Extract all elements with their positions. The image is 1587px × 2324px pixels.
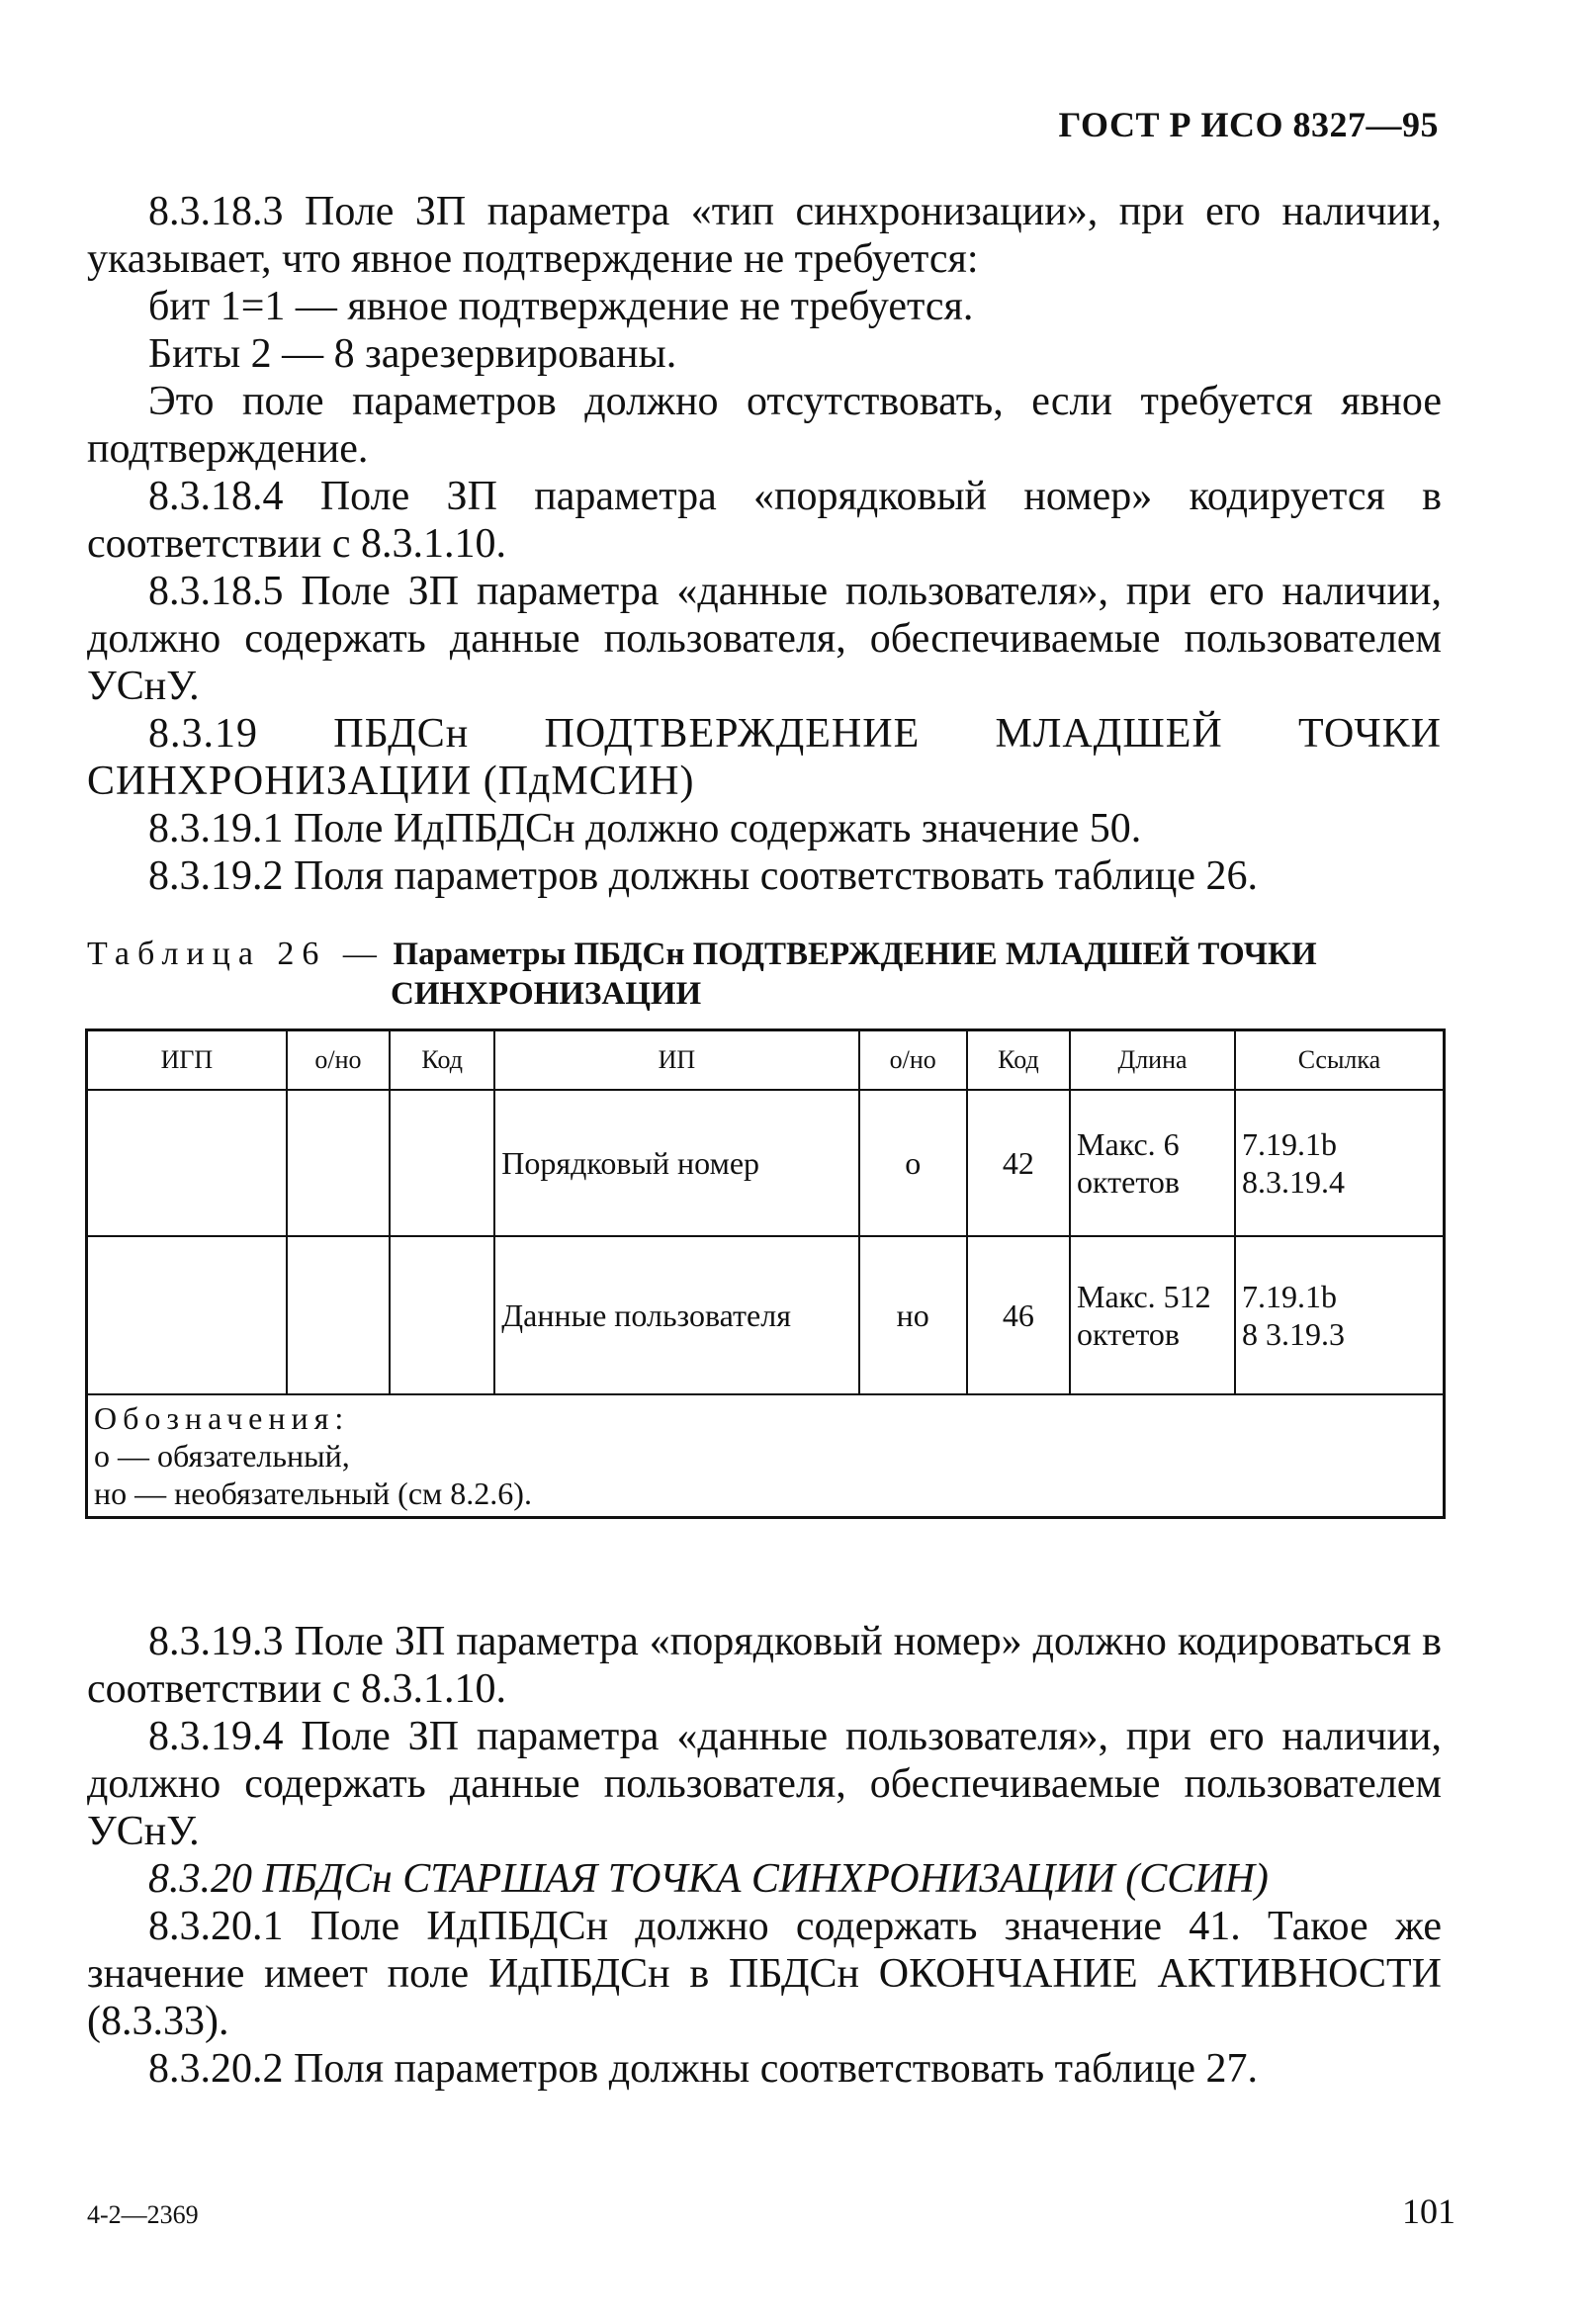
- table-caption-label: Таблица 26 —: [87, 936, 385, 972]
- header-length: Длина: [1070, 1030, 1235, 1091]
- cell-o-no: [287, 1236, 390, 1394]
- reference-line: 7.19.1b: [1241, 1279, 1337, 1314]
- paragraph: 8.3.18.3 Поле ЗП параметра «тип синхронизации», при его наличии, указывает, что явное подтверждение не требуется:: [87, 189, 1442, 282]
- parameters-table: [85, 1028, 1446, 1519]
- cell-reference: [1235, 1236, 1445, 1394]
- table-notes-row: [87, 1394, 1445, 1518]
- cell-o-no: [287, 1090, 390, 1236]
- cell-igp: [87, 1090, 287, 1236]
- cell-length: Макс. 512 октетов: [1070, 1236, 1235, 1394]
- table-caption-title: Параметры ПБДСн ПОДТВЕРЖДЕНИЕ МЛАДШЕЙ ТОЧКИ: [393, 937, 1317, 972]
- cell-o-no: о: [859, 1090, 967, 1236]
- footer-code: 4-2—2369: [87, 2200, 199, 2229]
- cell-reference: [1235, 1090, 1445, 1236]
- paragraph: 8.3.19.2 Поля параметров должны соответствовать таблице 26.: [148, 853, 1259, 899]
- table-row: [87, 1090, 1445, 1236]
- header-o-no: о/но: [287, 1030, 390, 1091]
- notes-title: Обозначения:: [94, 1400, 350, 1436]
- paragraph: Биты 2 — 8 зарезервированы.: [148, 331, 677, 377]
- paragraph: 8.3.18.5 Поле ЗП параметра «данные пользователя», при его наличии, должно содержать данные пользователя, обеспечиваемые пользователем УСнУ.: [87, 569, 1442, 709]
- reference-line: 8 3.19.3: [1241, 1316, 1345, 1352]
- section-heading: 8.3.19 ПБДСн ПОДТВЕРЖДЕНИЕ МЛАДШЕЙ ТОЧКИ СИНХРОНИЗАЦИИ (ПдМСИН): [87, 711, 1442, 804]
- paragraph: бит 1=1 — явное подтверждение не требуется.: [148, 284, 974, 329]
- header-code: Код: [967, 1030, 1070, 1091]
- note-item: но — необязательный (см 8.2.6).: [94, 1475, 532, 1511]
- paragraph: 8.3.19.3 Поле ЗП параметра «порядковый номер» должно кодироваться в соответствии с 8.3.1.10.: [87, 1619, 1442, 1712]
- header-igp: ИГП: [87, 1030, 287, 1091]
- table-notes: [87, 1394, 1445, 1518]
- table-caption-title-continued: СИНХРОНИЗАЦИИ: [391, 976, 702, 1012]
- table-header-row: [87, 1030, 1445, 1091]
- header-reference: Ссылка: [1235, 1030, 1445, 1091]
- cell-code: 46: [967, 1236, 1070, 1394]
- cell-code: [390, 1236, 494, 1394]
- paragraph: Это поле параметров должно отсутствовать, если требуется явное подтверждение.: [87, 379, 1442, 472]
- paragraph: 8.3.19.4 Поле ЗП параметра «данные пользователя», при его наличии, должно содержать данные пользователя, обеспечиваемые пользователем УСнУ.: [87, 1714, 1442, 1854]
- paragraph: 8.3.18.4 Поле ЗП параметра «порядковый номер» кодируется в соответствии с 8.3.1.10.: [87, 474, 1442, 567]
- paragraph: 8.3.20.2 Поля параметров должны соответствовать таблице 27.: [148, 2046, 1259, 2092]
- cell-igp: [87, 1236, 287, 1394]
- section-heading: 8.3.20 ПБДСн СТАРШАЯ ТОЧКА СИНХРОНИЗАЦИИ (ССИН): [148, 1856, 1269, 1902]
- header-o-no: о/но: [859, 1030, 967, 1091]
- reference-line: 7.19.1b: [1241, 1126, 1337, 1162]
- reference-line: 8.3.19.4: [1241, 1164, 1345, 1200]
- standard-header: ГОСТ Р ИСО 8327—95: [1058, 105, 1439, 144]
- table-caption: [87, 935, 1442, 1014]
- paragraph: 8.3.19.1 Поле ИдПБДСн должно содержать значение 50.: [148, 806, 1142, 851]
- header-code: Код: [390, 1030, 494, 1091]
- cell-length: Макс. 6 октетов: [1070, 1090, 1235, 1236]
- paragraph: 8.3.20.1 Поле ИдПБДСн должно содержать значение 41. Такое же значение имеет поле ИдПБДСн в ПБДСн ОКОНЧАНИЕ АКТИВНОСТИ (8.3.33).: [87, 1904, 1442, 2044]
- note-item: о — обязательный,: [94, 1438, 350, 1474]
- header-ip: ИП: [494, 1030, 858, 1091]
- body-text-top: [87, 188, 1442, 900]
- cell-code: 42: [967, 1090, 1070, 1236]
- cell-code: [390, 1090, 494, 1236]
- cell-ip: Порядковый номер: [494, 1090, 858, 1236]
- page-number: 101: [1402, 2191, 1455, 2231]
- body-text-bottom: [87, 1618, 1442, 2093]
- table-row: [87, 1236, 1445, 1394]
- cell-o-no: но: [859, 1236, 967, 1394]
- cell-ip: Данные пользователя: [494, 1236, 858, 1394]
